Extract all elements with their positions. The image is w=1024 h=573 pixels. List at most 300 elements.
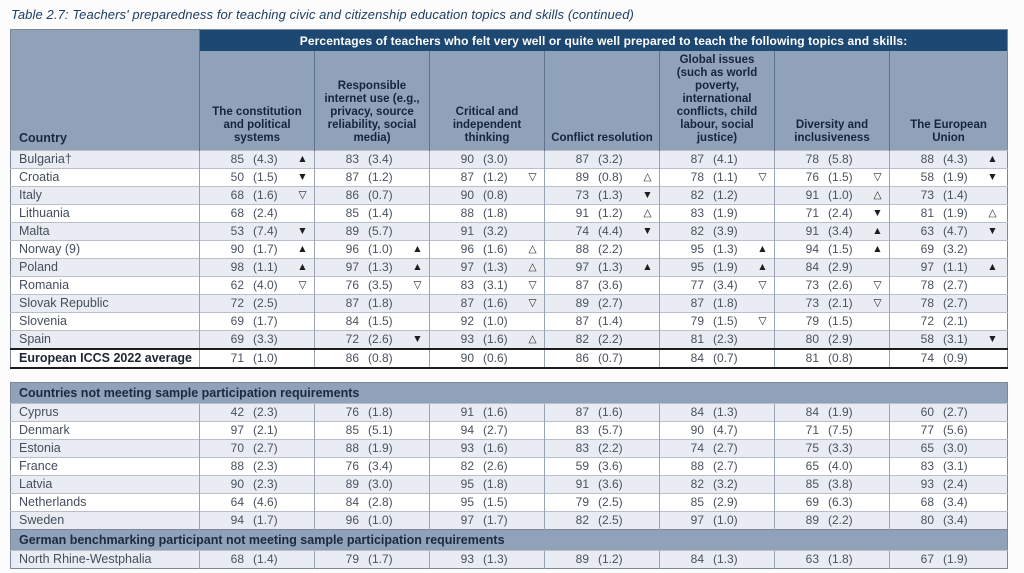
data-cell <box>545 475 660 493</box>
country-cell: North Rhine-Westphalia <box>11 550 200 568</box>
trend-icon: ▽ <box>873 171 882 184</box>
trend-icon: ▲ <box>987 153 998 166</box>
value: 69 <box>230 314 244 329</box>
column-header: Global issues (such as world poverty, international conflicts, child labour, social justice) <box>660 51 775 150</box>
trend-icon: ▼ <box>642 225 653 238</box>
value: 81 <box>805 351 819 366</box>
data-cell <box>545 330 660 349</box>
data-cell <box>775 276 890 294</box>
data-cell <box>315 439 430 457</box>
standard-error: (5.6) <box>943 423 968 438</box>
standard-error: (1.5) <box>483 495 508 510</box>
data-cell <box>775 403 890 421</box>
value: 58 <box>920 332 934 347</box>
standard-error: (1.5) <box>828 242 853 257</box>
data-cell <box>430 240 545 258</box>
value: 96 <box>345 242 359 257</box>
standard-error: (1.5) <box>828 314 853 329</box>
data-cell <box>890 403 1008 421</box>
data-cell <box>890 312 1008 330</box>
standard-error: (3.4) <box>943 513 968 528</box>
data-cell <box>200 550 315 568</box>
data-cell <box>775 294 890 312</box>
value: 90 <box>690 423 704 438</box>
trend-icon: ▲ <box>757 261 768 274</box>
standard-error: (2.2) <box>598 441 623 456</box>
standard-error: (2.2) <box>828 513 853 528</box>
data-cell <box>775 330 890 349</box>
standard-error: (3.6) <box>598 278 623 293</box>
data-cell <box>315 294 430 312</box>
standard-error: (5.8) <box>828 152 853 167</box>
value: 90 <box>230 242 244 257</box>
standard-error: (2.7) <box>943 278 968 293</box>
value: 88 <box>690 459 704 474</box>
value: 90 <box>460 152 474 167</box>
standard-error: (1.0) <box>368 242 393 257</box>
data-cell <box>430 550 545 568</box>
data-cell <box>775 475 890 493</box>
secondary-table <box>10 382 1008 569</box>
standard-error: (3.2) <box>598 152 623 167</box>
data-cell <box>890 439 1008 457</box>
data-cell <box>430 349 545 368</box>
value: 71 <box>805 423 819 438</box>
standard-error: (3.4) <box>713 278 738 293</box>
standard-error: (5.7) <box>368 224 393 239</box>
value: 83 <box>345 152 359 167</box>
value: 91 <box>460 224 474 239</box>
value: 84 <box>690 351 704 366</box>
data-cell <box>660 186 775 204</box>
standard-error: (3.3) <box>828 441 853 456</box>
table-row <box>11 421 1008 439</box>
data-cell <box>890 550 1008 568</box>
standard-error: (2.8) <box>368 495 393 510</box>
value: 96 <box>345 513 359 528</box>
standard-error: (3.1) <box>943 332 968 347</box>
value: 91 <box>805 188 819 203</box>
value: 90 <box>460 188 474 203</box>
table-row <box>11 330 1008 349</box>
data-cell <box>545 168 660 186</box>
value: 97 <box>690 513 704 528</box>
data-cell <box>545 550 660 568</box>
standard-error: (1.3) <box>368 260 393 275</box>
standard-error: (1.7) <box>483 513 508 528</box>
standard-error: (1.4) <box>253 552 278 567</box>
value: 87 <box>575 314 589 329</box>
value: 83 <box>575 423 589 438</box>
data-cell <box>200 475 315 493</box>
standard-error: (3.4) <box>943 495 968 510</box>
trend-icon: ▽ <box>298 279 307 292</box>
trend-icon: ▲ <box>872 225 883 238</box>
country-cell: Estonia <box>11 439 200 457</box>
data-cell <box>200 312 315 330</box>
standard-error: (2.1) <box>253 423 278 438</box>
standard-error: (2.7) <box>943 405 968 420</box>
data-cell <box>545 312 660 330</box>
value: 97 <box>920 260 934 275</box>
standard-error: (2.2) <box>598 242 623 257</box>
standard-error: (1.4) <box>598 314 623 329</box>
country-column-header: Country <box>11 30 200 151</box>
data-cell <box>200 457 315 475</box>
standard-error: (2.7) <box>943 296 968 311</box>
standard-error: (1.9) <box>713 206 738 221</box>
data-cell <box>660 150 775 168</box>
standard-error: (2.9) <box>828 260 853 275</box>
standard-error: (1.0) <box>368 513 393 528</box>
column-header: Responsible internet use (e.g., privacy, source reliability, social media) <box>315 51 430 150</box>
value: 91 <box>575 477 589 492</box>
value: 82 <box>690 188 704 203</box>
value: 96 <box>460 242 474 257</box>
data-cell <box>890 186 1008 204</box>
data-cell <box>315 312 430 330</box>
table-row <box>11 186 1008 204</box>
trend-icon: ▽ <box>528 279 537 292</box>
standard-error: (1.1) <box>713 170 738 185</box>
country-cell: France <box>11 457 200 475</box>
standard-error: (2.5) <box>598 513 623 528</box>
standard-error: (1.7) <box>253 314 278 329</box>
data-cell <box>660 421 775 439</box>
standard-error: (1.5) <box>368 314 393 329</box>
data-cell <box>430 294 545 312</box>
data-cell <box>660 222 775 240</box>
standard-error: (0.8) <box>598 170 623 185</box>
standard-error: (1.6) <box>598 405 623 420</box>
country-cell: Malta <box>11 222 200 240</box>
value: 63 <box>805 552 819 567</box>
standard-error: (4.7) <box>943 224 968 239</box>
data-cell <box>545 222 660 240</box>
standard-error: (2.1) <box>943 314 968 329</box>
data-cell <box>315 330 430 349</box>
standard-error: (1.2) <box>368 170 393 185</box>
standard-error: (1.3) <box>483 260 508 275</box>
table-row <box>11 475 1008 493</box>
data-cell <box>315 550 430 568</box>
data-cell <box>430 186 545 204</box>
data-cell <box>660 457 775 475</box>
standard-error: (3.9) <box>713 224 738 239</box>
trend-icon: ▼ <box>412 333 423 346</box>
standard-error: (3.4) <box>368 152 393 167</box>
value: 60 <box>920 405 934 420</box>
value: 81 <box>920 206 934 221</box>
value: 77 <box>690 278 704 293</box>
standard-error: (2.4) <box>828 206 853 221</box>
data-cell <box>315 511 430 529</box>
value: 85 <box>230 152 244 167</box>
standard-error: (0.8) <box>483 188 508 203</box>
data-cell <box>315 421 430 439</box>
value: 95 <box>460 477 474 492</box>
value: 85 <box>805 477 819 492</box>
data-cell <box>315 204 430 222</box>
data-cell <box>775 421 890 439</box>
standard-error: (4.0) <box>828 459 853 474</box>
data-cell <box>890 330 1008 349</box>
data-cell <box>545 204 660 222</box>
value: 93 <box>460 332 474 347</box>
value: 73 <box>805 296 819 311</box>
standard-error: (3.2) <box>943 242 968 257</box>
value: 88 <box>460 206 474 221</box>
data-cell <box>890 511 1008 529</box>
value: 64 <box>230 495 244 510</box>
value: 90 <box>230 477 244 492</box>
standard-error: (1.5) <box>713 314 738 329</box>
standard-error: (3.0) <box>368 477 393 492</box>
value: 72 <box>920 314 934 329</box>
data-cell <box>430 330 545 349</box>
value: 87 <box>460 296 474 311</box>
standard-error: (0.7) <box>598 351 623 366</box>
value: 68 <box>920 495 934 510</box>
value: 74 <box>575 224 589 239</box>
country-cell: Denmark <box>11 421 200 439</box>
table-row <box>11 150 1008 168</box>
data-cell <box>660 349 775 368</box>
data-cell <box>775 186 890 204</box>
table-row <box>11 258 1008 276</box>
trend-icon: ▽ <box>758 315 767 328</box>
data-cell <box>890 240 1008 258</box>
table-row <box>11 439 1008 457</box>
data-cell <box>200 276 315 294</box>
standard-error: (1.3) <box>598 188 623 203</box>
data-cell <box>775 493 890 511</box>
standard-error: (1.3) <box>598 260 623 275</box>
standard-error: (4.4) <box>598 224 623 239</box>
value: 94 <box>460 423 474 438</box>
country-cell: Sweden <box>11 511 200 529</box>
data-cell <box>545 421 660 439</box>
standard-error: (2.4) <box>253 206 278 221</box>
value: 89 <box>345 224 359 239</box>
data-cell <box>545 294 660 312</box>
table-row <box>11 276 1008 294</box>
standard-error: (3.5) <box>368 278 393 293</box>
data-cell <box>200 222 315 240</box>
data-cell <box>315 240 430 258</box>
data-cell <box>775 457 890 475</box>
value: 95 <box>690 242 704 257</box>
data-cell <box>315 457 430 475</box>
standard-error: (2.3) <box>253 459 278 474</box>
data-cell <box>315 222 430 240</box>
country-cell: Lithuania <box>11 204 200 222</box>
standard-error: (3.4) <box>828 224 853 239</box>
data-cell <box>660 168 775 186</box>
standard-error: (0.7) <box>368 188 393 203</box>
value: 81 <box>690 332 704 347</box>
column-header: Diversity and inclusiveness <box>775 51 890 150</box>
table-row <box>11 403 1008 421</box>
standard-error: (1.7) <box>253 513 278 528</box>
data-cell <box>545 276 660 294</box>
data-cell <box>890 475 1008 493</box>
table-row <box>11 222 1008 240</box>
table-row <box>11 511 1008 529</box>
table-row <box>11 550 1008 568</box>
data-cell <box>200 150 315 168</box>
standard-error: (1.0) <box>253 351 278 366</box>
standard-error: (3.8) <box>828 477 853 492</box>
value: 88 <box>575 242 589 257</box>
data-cell <box>890 493 1008 511</box>
standard-error: (1.8) <box>828 552 853 567</box>
main-rows <box>11 150 1008 368</box>
country-cell: Poland <box>11 258 200 276</box>
value: 76 <box>345 278 359 293</box>
section-header-row <box>11 529 1008 550</box>
value: 73 <box>575 188 589 203</box>
value: 95 <box>690 260 704 275</box>
value: 74 <box>690 441 704 456</box>
standard-error: (3.0) <box>943 441 968 456</box>
value: 59 <box>575 459 589 474</box>
data-cell <box>660 511 775 529</box>
standard-error: (2.3) <box>253 477 278 492</box>
value: 84 <box>690 405 704 420</box>
value: 78 <box>920 296 934 311</box>
value: 87 <box>575 405 589 420</box>
value: 91 <box>460 405 474 420</box>
standard-error: (1.8) <box>483 206 508 221</box>
value: 62 <box>230 278 244 293</box>
value: 93 <box>920 477 934 492</box>
data-cell <box>775 439 890 457</box>
data-cell <box>200 349 315 368</box>
value: 72 <box>230 296 244 311</box>
standard-error: (1.6) <box>483 441 508 456</box>
value: 82 <box>575 332 589 347</box>
data-cell <box>890 457 1008 475</box>
standard-error: (1.0) <box>483 314 508 329</box>
value: 90 <box>460 351 474 366</box>
standard-error: (2.3) <box>713 332 738 347</box>
standard-error: (1.4) <box>368 206 393 221</box>
value: 91 <box>805 224 819 239</box>
value: 87 <box>690 296 704 311</box>
data-cell <box>430 493 545 511</box>
data-cell <box>430 312 545 330</box>
data-cell <box>660 439 775 457</box>
data-cell <box>545 511 660 529</box>
data-cell <box>660 258 775 276</box>
data-cell <box>430 403 545 421</box>
data-cell <box>430 439 545 457</box>
standard-error: (2.5) <box>253 296 278 311</box>
trend-icon: ▲ <box>642 261 653 274</box>
trend-icon: ▽ <box>873 279 882 292</box>
trend-icon: ▲ <box>987 261 998 274</box>
value: 68 <box>230 188 244 203</box>
value: 87 <box>460 170 474 185</box>
value: 88 <box>345 441 359 456</box>
standard-error: (1.7) <box>368 552 393 567</box>
data-cell <box>660 276 775 294</box>
value: 71 <box>230 351 244 366</box>
data-cell <box>430 276 545 294</box>
standard-error: (1.7) <box>253 242 278 257</box>
value: 83 <box>920 459 934 474</box>
value: 78 <box>690 170 704 185</box>
trend-icon: ▲ <box>297 243 308 256</box>
country-cell: Italy <box>11 186 200 204</box>
trend-icon: △ <box>528 243 537 256</box>
data-cell <box>775 258 890 276</box>
trend-icon: ▽ <box>758 279 767 292</box>
standard-error: (3.2) <box>713 477 738 492</box>
value: 87 <box>575 278 589 293</box>
trend-icon: △ <box>873 189 882 202</box>
standard-error: (1.2) <box>598 206 623 221</box>
value: 76 <box>345 459 359 474</box>
country-cell: Croatia <box>11 168 200 186</box>
standard-error: (1.9) <box>943 552 968 567</box>
data-cell <box>200 330 315 349</box>
data-cell <box>775 150 890 168</box>
value: 84 <box>805 260 819 275</box>
value: 75 <box>805 441 819 456</box>
data-cell <box>775 511 890 529</box>
standard-error: (2.7) <box>598 296 623 311</box>
column-header: Critical and independent thinking <box>430 51 545 150</box>
standard-error: (1.8) <box>368 405 393 420</box>
standard-error: (1.6) <box>483 296 508 311</box>
data-cell <box>315 493 430 511</box>
value: 65 <box>805 459 819 474</box>
value: 87 <box>345 170 359 185</box>
trend-icon: ▽ <box>758 171 767 184</box>
value: 97 <box>460 260 474 275</box>
value: 86 <box>575 351 589 366</box>
table-row <box>11 349 1008 368</box>
standard-error: (1.9) <box>828 405 853 420</box>
table-row <box>11 312 1008 330</box>
data-cell <box>200 294 315 312</box>
value: 91 <box>575 206 589 221</box>
data-cell <box>545 186 660 204</box>
trend-icon: △ <box>988 207 997 220</box>
standard-error: (1.6) <box>253 188 278 203</box>
country-cell: Romania <box>11 276 200 294</box>
data-cell <box>315 168 430 186</box>
data-cell <box>890 349 1008 368</box>
value: 70 <box>230 441 244 456</box>
standard-error: (1.3) <box>483 552 508 567</box>
data-cell <box>890 222 1008 240</box>
value: 84 <box>690 552 704 567</box>
value: 93 <box>460 441 474 456</box>
column-header: The constitution and political systems <box>200 51 315 150</box>
data-cell <box>890 204 1008 222</box>
section-header-countries-not-meeting: Countries not meeting sample participation requirements <box>11 382 1008 403</box>
trend-icon: ▲ <box>872 243 883 256</box>
table-title: Table 2.7: Teachers' preparedness for teaching civic and citizenship education topics and skills (continued) <box>11 7 634 22</box>
value: 79 <box>690 314 704 329</box>
data-cell <box>660 330 775 349</box>
standard-error: (0.7) <box>713 351 738 366</box>
data-cell <box>200 204 315 222</box>
table-banner: Percentages of teachers who felt very well or quite well prepared to teach the following topics and skills: <box>200 30 1008 52</box>
